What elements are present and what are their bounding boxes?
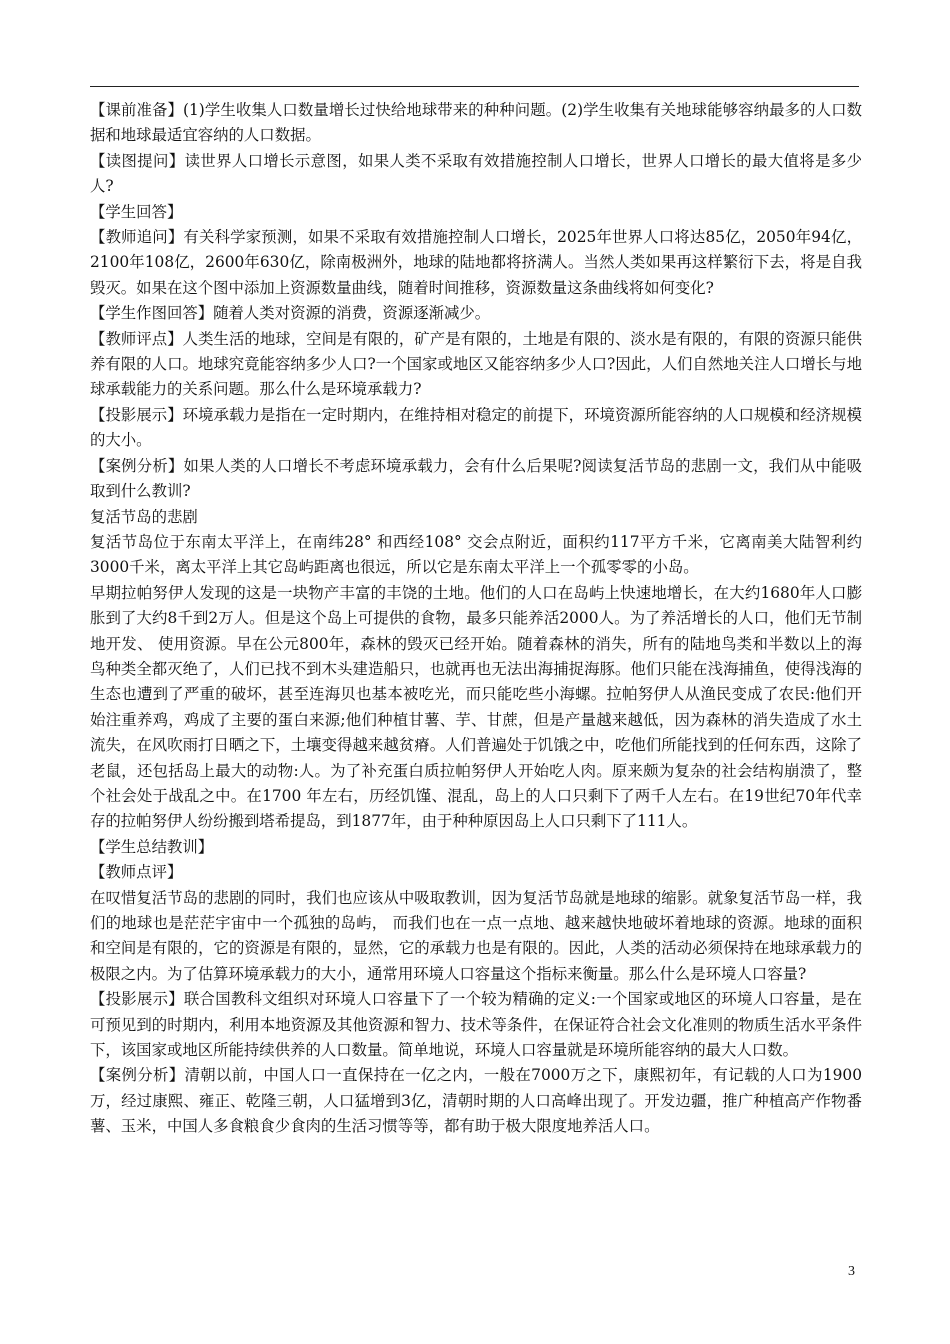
paragraph-prep: 【课前准备】(1)学生收集人口数量增长过快给地球带来的种种问题。(2)学生收集有关地球能够容纳最多的人口数据和地球最适宜容纳的人口数据。 [90, 101, 862, 145]
document-body [90, 98, 862, 1140]
page-number: 3 [848, 1264, 855, 1279]
paragraph-question: 【读图提问】读世界人口增长示意图，如果人类不采取有效措施控制人口增长，世界人口增长的最大值将是多少人? [90, 151, 862, 196]
header-rule [90, 86, 859, 87]
article-paragraph-1: 复活节岛位于东南太平洋上，在南纬28° 和西经108° 交会点附近，面积约117平方千米，它离南美大陆智利约3000千米，离太平洋上其它岛屿距离也很远，所以它是东南太平洋上一个孤零零的小岛。 [90, 532, 862, 577]
paragraph-case-analysis-2: 【案例分析】清朝以前，中国人口一直保持在一亿之内，一般在7000万之下，康熙初年，有记载的人口为1900万，经过康熙、雍正、乾隆三朝，人口猛增到3亿，清朝时期的人口高峰出现了。开发边疆，推广种植高产作物番薯、玉米，中国人多食粮食少食肉的生活习惯等等，都有助于极大限度地养活人口。 [90, 1066, 862, 1136]
paragraph-projection-2: 【投影展示】联合国教科文组织对环境人口容量下了一个较为精确的定义:一个国家或地区的环境人口容量，是在可预见到的时期内，利用本地资源及其他资源和智力、技术等条件，在保证符合社会文化准则的物质生活水平条件下，该国家或地区所能持续供养的人口数量。简单地说，环境人口容量就是环境所能容纳的最大人口数。 [90, 990, 862, 1060]
paragraph-student-summary: 【学生总结教训】 [90, 837, 214, 856]
paragraph-projection-1: 【投影展示】环境承载力是指在一定时期内，在维持相对稳定的前提下，环境资源所能容纳的人口规模和经济规模的大小。 [90, 405, 862, 450]
paragraph-student-answer: 【学生回答】 [90, 202, 183, 221]
article-paragraph-2: 早期拉帕努伊人发现的这是一块物产丰富的丰饶的土地。他们的人口在岛屿上快速地增长，在大约1680年人口膨胀到了大约8千到2万人。但是这个岛上可提供的食物，最多只能养活2000人。为了养活增长的人口，他们无节制地开发、 使用资源。早在公元800年，森林的毁灭已经开始。随着森林的消失，所有的陆地鸟类和半数以上的海鸟种类全都灭绝了，人们已找不到木头建造船只，也就再也无法出海捕捉海豚。他们只能在浅海捕鱼，使得浅海的生态也遭到了严重的破坏，甚至连海贝也基本被吃光，而只能吃些小海螺。拉帕努伊人从渔民变成了农民:他们开始注重养鸡，鸡成了主要的蛋白来源;他们种植甘薯、芋、甘蔗，但是产量越来越低，因为森林的消失造成了水土流失，在风吹雨打日晒之下，土壤变得越来越贫瘠。人们普遍处于饥饿之中，吃他们所能找到的任何东西，这除了老鼠，还包括岛上最大的动物:人。为了补充蛋白质拉帕努伊人开始吃人肉。原来颇为复杂的社会结构崩溃了，整个社会处于战乱之中。在1700 年左右，历经饥馑、混乱，岛上的人口只剩下了两千人左右。在19世纪70年代幸存的拉帕努伊人纷纷搬到塔希提岛，到1877年，由于种种原因岛上人口只剩下了111人。 [90, 583, 862, 831]
paragraph-teacher-comment: 【教师评点】人类生活的地球，空间是有限的，矿产是有限的，土地是有限的、淡水是有限的，有限的资源只能供养有限的人口。地球究竟能容纳多少人口?一个国家或地区又能容纳多少人口?因此，人们自然地关注人口增长与地球承载能力的关系问题。那么什么是环境承载力? [90, 329, 862, 399]
paragraph-teacher-review: 【教师点评】 [90, 863, 183, 882]
article-title: 复活节岛的悲剧 [90, 507, 198, 526]
paragraph-student-drawing: 【学生作图回答】随着人类对资源的消费，资源逐渐减少。 [90, 304, 491, 323]
paragraph-teacher-followup: 【教师追问】有关科学家预测，如果不采取有效措施控制人口增长，2025年世界人口将达85亿，2050年94亿，2100年108亿，2600年630亿，除南极洲外，地球的陆地都将挤满人。当然人类如果再这样繁衍下去，将是自我毁灭。如果在这个图中添加上资源数量曲线，随着时间推移，资源数量这条曲线将如何变化? [90, 228, 862, 297]
paragraph-case-analysis-1: 【案例分析】如果人类的人口增长不考虑环境承载力，会有什么后果呢?阅读复活节岛的悲剧一文，我们从中能吸取到什么教训? [90, 456, 862, 501]
paragraph-reflection: 在叹惜复活节岛的悲剧的同时，我们也应该从中吸取教训，因为复活节岛就是地球的缩影。就象复活节岛一样，我们的地球也是茫茫宇宙中一个孤独的岛屿， 而我们也在一点一点地、越来越快地破坏着地球的资源。地球的面积和空间是有限的，它的资源是有限的，显然，它的承载力也是有限的。因此，人类的活动必须保持在地球承载力的极限之内。为了估算环境承载力的大小，通常用环境人口容量这个指标来衡量。那么什么是环境人口容量? [90, 888, 862, 983]
